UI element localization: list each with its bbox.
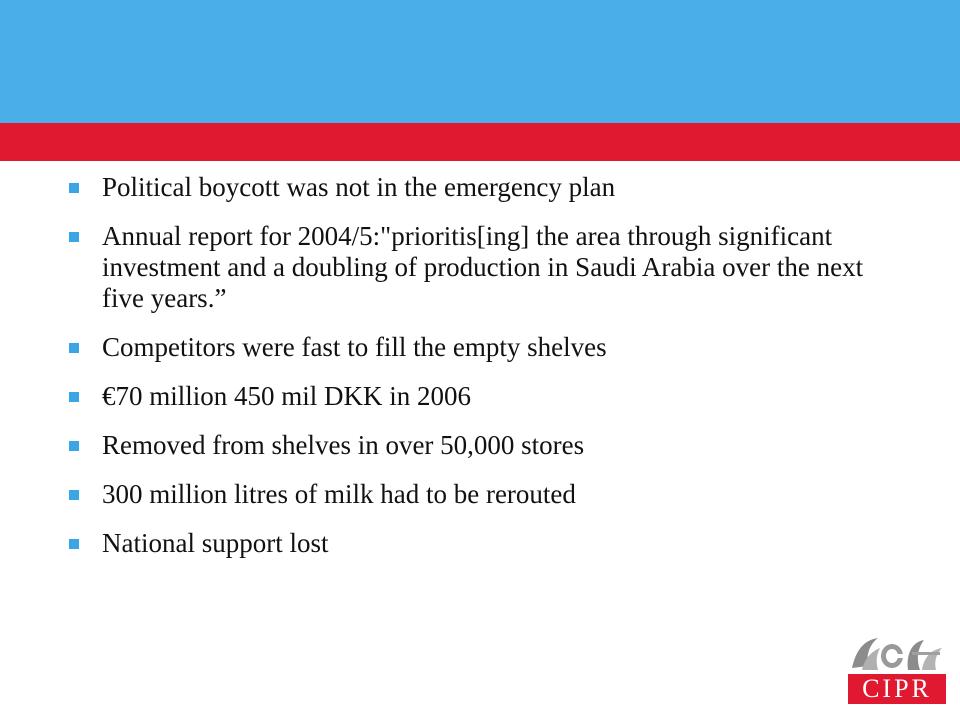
bullet-text: Competitors were fast to fill the empty shelves: [102, 332, 607, 362]
list-item: [66, 332, 896, 363]
header-blue-band: [0, 0, 960, 123]
list-item: [66, 381, 896, 412]
cipr-logo: [848, 630, 946, 704]
bullet-text: €70 million 450 mil DKK in 2006: [102, 381, 472, 411]
bullet-text: Annual report for 2004/5:"prioritis[ing] the area through significant investment and a doubling of production in Saudi Arabia over the next five years.”: [102, 221, 864, 313]
list-item: [66, 430, 896, 461]
bullet-text: Removed from shelves in over 50,000 stores: [102, 430, 585, 460]
logo-text: CIPR: [848, 674, 946, 704]
square-bullet-icon: [69, 392, 79, 402]
square-bullet-icon: [69, 232, 79, 242]
square-bullet-icon: [69, 539, 79, 549]
square-bullet-icon: [69, 343, 79, 353]
square-bullet-icon: [69, 183, 79, 193]
bullet-list: [66, 172, 896, 577]
list-item: [66, 479, 896, 510]
header-red-band: [0, 123, 960, 161]
cipr-logo-icon: [848, 630, 946, 674]
list-item: [66, 528, 896, 559]
square-bullet-icon: [69, 490, 79, 500]
bullet-text: National support lost: [102, 528, 329, 558]
list-item: [66, 172, 896, 203]
bullet-text: 300 million litres of milk had to be rerouted: [102, 479, 576, 509]
bullet-text: Political boycott was not in the emergency plan: [102, 172, 616, 202]
list-item: [66, 221, 896, 314]
square-bullet-icon: [69, 441, 79, 451]
